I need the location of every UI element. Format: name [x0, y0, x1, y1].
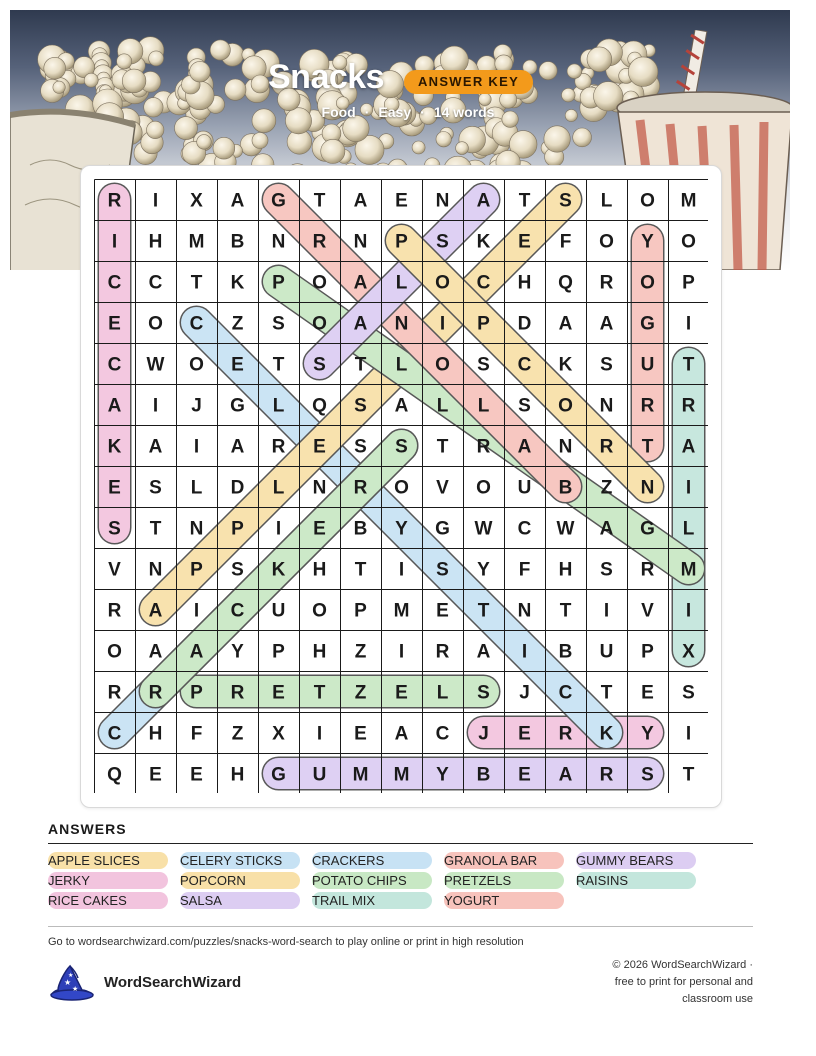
grid-letter: H — [517, 272, 532, 294]
grid-letter: K — [558, 354, 573, 376]
grid-letter: X — [272, 723, 285, 745]
grid-letter: T — [313, 190, 326, 212]
grid-letter: E — [641, 682, 654, 704]
grid-letter: U — [599, 641, 614, 663]
grid-letter: P — [477, 313, 490, 335]
grid-letter: J — [519, 682, 530, 704]
grid-letter: V — [436, 477, 449, 499]
grid-letter: A — [476, 641, 491, 663]
svg-text:★: ★ — [68, 972, 74, 979]
grid-letter: H — [558, 559, 573, 581]
grid-letter: R — [558, 723, 573, 745]
grid-letter: O — [312, 600, 327, 622]
grid-letter: R — [681, 395, 696, 417]
grid-letter: S — [272, 313, 285, 335]
grid-letter: P — [395, 231, 408, 253]
grid-letter: T — [559, 600, 572, 622]
grid-letter: T — [518, 190, 531, 212]
grid-letter: J — [478, 723, 489, 745]
grid-letter: B — [558, 641, 573, 663]
grid-letter: P — [641, 641, 654, 663]
grid-letter: S — [354, 436, 367, 458]
grid-letter: A — [394, 395, 409, 417]
grid-letter: E — [231, 354, 244, 376]
answer-word: RAISINS — [576, 872, 696, 889]
grid-letter: R — [476, 436, 491, 458]
meta-category: Food — [321, 104, 356, 120]
grid-letter: I — [193, 600, 200, 622]
grid-letter: Y — [477, 559, 490, 581]
grid-letter: U — [640, 354, 655, 376]
grid-letter: A — [558, 764, 573, 786]
grid-letter: A — [558, 313, 573, 335]
grid-letter: Z — [354, 641, 367, 663]
grid-letter: O — [189, 354, 204, 376]
title-row — [0, 58, 816, 104]
copyright-line: classroom use — [682, 993, 753, 1005]
grid-letter: N — [148, 559, 163, 581]
popcorn-kernel — [147, 121, 164, 138]
grid-letter: A — [353, 190, 368, 212]
grid-letter: O — [312, 313, 327, 335]
grid-letter: S — [600, 354, 613, 376]
grid-letter: S — [600, 559, 613, 581]
grid-letter: Q — [107, 764, 122, 786]
grid-letter: A — [148, 436, 163, 458]
grid-letter: G — [435, 518, 450, 540]
answer-word: TRAIL MIX — [312, 892, 432, 909]
grid-letter: D — [230, 477, 245, 499]
answer-word: GUMMY BEARS — [576, 852, 696, 869]
grid-letter: L — [436, 682, 449, 704]
grid-letter: S — [149, 477, 162, 499]
grid-letter: R — [435, 641, 450, 663]
grid-letter: L — [682, 518, 695, 540]
grid-letter: J — [191, 395, 202, 417]
grid-letter: A — [517, 436, 532, 458]
answer-word: PRETZELS — [444, 872, 564, 889]
grid-letter: M — [393, 764, 410, 786]
grid-letter: O — [476, 477, 491, 499]
grid-letter: H — [148, 723, 163, 745]
grid-letter: B — [230, 231, 245, 253]
grid-letter: I — [398, 559, 405, 581]
grid-letter: S — [231, 559, 244, 581]
answer-word: APPLE SLICES — [48, 852, 168, 869]
grid-letter: R — [599, 436, 614, 458]
grid-letter: P — [682, 272, 695, 294]
grid-letter: N — [599, 395, 614, 417]
grid-letter: W — [474, 518, 493, 540]
grid-letter: T — [682, 354, 695, 376]
grid-letter: I — [193, 436, 200, 458]
grid-letter: T — [600, 682, 613, 704]
grid-letter: E — [395, 682, 408, 704]
grid-letter: V — [641, 600, 654, 622]
grid-letter: I — [275, 518, 282, 540]
popcorn-kernel — [197, 135, 212, 150]
grid-letter: I — [685, 600, 692, 622]
grid-letter: T — [682, 764, 695, 786]
grid-letter: Y — [641, 231, 654, 253]
grid-letter: E — [190, 764, 203, 786]
grid-letter: K — [107, 436, 122, 458]
grid-letter: K — [271, 559, 286, 581]
grid-letter: L — [395, 354, 408, 376]
grid-letter: O — [435, 354, 450, 376]
grid-letter: Z — [600, 477, 613, 499]
copyright — [563, 957, 753, 1008]
grid-letter: A — [148, 600, 163, 622]
grid-letter: R — [353, 477, 368, 499]
grid-letter: O — [435, 272, 450, 294]
grid-letter: R — [107, 600, 122, 622]
answer-word: YOGURT — [444, 892, 564, 909]
grid-letter: R — [312, 231, 327, 253]
popcorn-kernel — [412, 141, 425, 154]
grid-letter: R — [599, 764, 614, 786]
grid-letter: L — [272, 395, 285, 417]
grid-letter: X — [682, 641, 695, 663]
grid-letter: N — [640, 477, 655, 499]
answer-word: JERKY — [48, 872, 168, 889]
grid-letter: R — [230, 682, 245, 704]
grid-letter: N — [558, 436, 573, 458]
grid-letter: C — [230, 600, 245, 622]
grid-letter: S — [313, 354, 326, 376]
grid-letter: P — [190, 559, 203, 581]
grid-letter: I — [685, 723, 692, 745]
grid-letter: S — [518, 395, 531, 417]
grid-letter: N — [189, 518, 204, 540]
grid-letter: D — [517, 313, 532, 335]
grid-letter: A — [394, 723, 409, 745]
grid-letter: F — [518, 559, 531, 581]
grid-letter: K — [230, 272, 245, 294]
grid-letter: G — [640, 313, 655, 335]
popcorn-kernel — [573, 128, 592, 147]
grid-letter: N — [312, 477, 327, 499]
grid-letter: P — [354, 600, 367, 622]
grid-letter: S — [436, 231, 449, 253]
grid-letter: Q — [312, 395, 327, 417]
grid-letters — [107, 191, 696, 786]
page-title: Snacks — [268, 58, 385, 96]
answer-word: POPCORN — [180, 872, 300, 889]
grid-letter: B — [558, 477, 573, 499]
grid-letter: Y — [641, 723, 654, 745]
popcorn-kernel — [436, 132, 451, 147]
grid-letter: T — [436, 436, 449, 458]
grid-letter: U — [271, 600, 286, 622]
grid-letter: C — [517, 518, 532, 540]
grid-letter: H — [148, 231, 163, 253]
divider — [48, 926, 753, 927]
grid-letter: R — [271, 436, 286, 458]
grid-letter: M — [352, 764, 369, 786]
grid-letter: E — [518, 723, 531, 745]
copyright-line: © 2026 WordSearchWizard · — [612, 959, 753, 971]
popcorn-kernel — [175, 117, 198, 140]
grid-letter: C — [435, 723, 450, 745]
grid-letter: S — [682, 682, 695, 704]
grid-letter: T — [149, 518, 162, 540]
popcorn-kernel — [456, 142, 469, 155]
grid-letter: H — [312, 641, 327, 663]
answer-word: RICE CAKES — [48, 892, 168, 909]
grid-letter: L — [477, 395, 490, 417]
grid-letter: S — [354, 395, 367, 417]
grid-letter: P — [231, 518, 244, 540]
grid-letter: T — [354, 354, 367, 376]
grid-letter: N — [353, 231, 368, 253]
grid-letter: E — [518, 231, 531, 253]
answer-word: SALSA — [180, 892, 300, 909]
grid-letter: V — [108, 559, 121, 581]
grid-letter: A — [230, 190, 245, 212]
grid-letter: F — [559, 231, 572, 253]
grid-letter: O — [640, 190, 655, 212]
play-online-text: Go to wordsearchwizard.com/puzzles/snacks-word-search to play online or print in high resolution — [48, 936, 524, 948]
grid-letter: S — [108, 518, 121, 540]
grid-letter: Q — [558, 272, 573, 294]
grid-letter: L — [190, 477, 203, 499]
grid-letter: E — [313, 436, 326, 458]
grid-letter: N — [394, 313, 409, 335]
grid-letter: M — [680, 190, 697, 212]
grid-letter: C — [476, 272, 491, 294]
grid-letter: Y — [395, 518, 408, 540]
grid-letter: R — [640, 559, 655, 581]
grid-letter: P — [190, 682, 203, 704]
grid-letter: T — [272, 354, 285, 376]
wizard-hat-icon — [48, 964, 94, 1004]
grid-letter: K — [599, 723, 614, 745]
grid-letter: A — [230, 436, 245, 458]
grid-letter: Z — [354, 682, 367, 704]
meta-difficulty: Easy — [378, 104, 412, 120]
grid-letter: T — [641, 436, 654, 458]
grid-letter: O — [558, 395, 573, 417]
grid-letter: A — [107, 395, 122, 417]
grid-letter: S — [395, 436, 408, 458]
grid-letter: I — [521, 641, 528, 663]
answer-key-badge: ANSWER KEY — [404, 70, 533, 94]
copyright-line: free to print for personal and — [614, 976, 753, 988]
grid-letter: M — [680, 559, 697, 581]
grid-letter: T — [477, 600, 490, 622]
grid-letter: A — [148, 641, 163, 663]
grid-letter: C — [148, 272, 163, 294]
grid-letter: O — [640, 272, 655, 294]
svg-text:★: ★ — [72, 985, 79, 993]
popcorn-kernel — [544, 126, 570, 152]
grid-letter: F — [190, 723, 203, 745]
grid-letter: N — [271, 231, 286, 253]
grid-letter: S — [477, 354, 490, 376]
answer-word: CELERY STICKS — [180, 852, 300, 869]
grid-letter: E — [354, 723, 367, 745]
grid-letter: R — [148, 682, 163, 704]
brand-name: WordSearchWizard — [104, 974, 242, 991]
grid-letter: C — [189, 313, 204, 335]
grid-letter: B — [476, 764, 491, 786]
grid-letter: P — [272, 272, 285, 294]
answer-list — [48, 852, 753, 916]
grid-letter: H — [312, 559, 327, 581]
svg-text:★: ★ — [64, 978, 72, 987]
grid-letter: T — [313, 682, 326, 704]
grid-letter: I — [111, 231, 118, 253]
grid-letter: M — [188, 231, 205, 253]
grid-letter: A — [476, 190, 491, 212]
grid-letter: E — [436, 600, 449, 622]
grid-letter: N — [435, 190, 450, 212]
grid-letter: K — [476, 231, 491, 253]
grid-letter: M — [393, 600, 410, 622]
grid-letter: L — [395, 272, 408, 294]
grid-letter: Z — [231, 313, 244, 335]
grid-letter: O — [394, 477, 409, 499]
grid-letter: I — [152, 190, 159, 212]
grid-letter: E — [272, 682, 285, 704]
grid-letter: R — [640, 395, 655, 417]
answers-heading: ANSWERS — [48, 821, 127, 837]
grid-letter: A — [353, 313, 368, 335]
puzzle-grid — [94, 179, 708, 793]
grid-letter: R — [599, 272, 614, 294]
grid-letter: I — [685, 313, 692, 335]
grid-letter: Y — [231, 641, 244, 663]
popcorn-kernel — [213, 137, 235, 159]
grid-letter: S — [436, 559, 449, 581]
grid-letter: G — [640, 518, 655, 540]
grid-letter: T — [190, 272, 203, 294]
answer-word: CRACKERS — [312, 852, 432, 869]
grid-letter: E — [108, 477, 121, 499]
grid-letter: I — [685, 477, 692, 499]
grid-letter: G — [271, 764, 286, 786]
answer-word: GRANOLA BAR — [444, 852, 564, 869]
grid-letter: O — [312, 272, 327, 294]
popcorn-kernel — [321, 139, 345, 163]
grid-letter: T — [354, 559, 367, 581]
grid-letter: R — [107, 190, 122, 212]
popcorn-kernel — [252, 133, 268, 149]
grid-letter: I — [398, 641, 405, 663]
grid-letter: G — [271, 190, 286, 212]
grid-letter: E — [313, 518, 326, 540]
grid-letter: L — [600, 190, 613, 212]
grid-letter: C — [517, 354, 532, 376]
grid-letter: U — [517, 477, 532, 499]
grid-letter: H — [230, 764, 245, 786]
grid-letter: C — [107, 723, 122, 745]
grid-letter: G — [230, 395, 245, 417]
grid-letter: P — [272, 641, 285, 663]
grid-letter: A — [599, 313, 614, 335]
grid-letter: S — [641, 764, 654, 786]
grid-letter: C — [558, 682, 573, 704]
grid-letter: W — [556, 518, 575, 540]
grid-letter: X — [190, 190, 203, 212]
grid-letter: N — [517, 600, 532, 622]
grid-letter: I — [316, 723, 323, 745]
grid-letter: E — [149, 764, 162, 786]
divider — [48, 843, 753, 844]
grid-letter: C — [107, 272, 122, 294]
grid-letter: W — [146, 354, 165, 376]
grid-letter: O — [681, 231, 696, 253]
grid-letter: R — [107, 682, 122, 704]
grid-letter: A — [353, 272, 368, 294]
grid-letter: A — [189, 641, 204, 663]
grid-letter: O — [599, 231, 614, 253]
grid-letter: E — [518, 764, 531, 786]
grid-letter: S — [477, 682, 490, 704]
grid-letter: I — [152, 395, 159, 417]
grid-letter: C — [107, 354, 122, 376]
grid-letter: O — [107, 641, 122, 663]
grid-letter: L — [436, 395, 449, 417]
grid-letter: E — [108, 313, 121, 335]
grid-letter: O — [148, 313, 163, 335]
grid-letter: E — [395, 190, 408, 212]
grid-letter: I — [439, 313, 446, 335]
grid-letter: B — [353, 518, 368, 540]
grid-letter: L — [272, 477, 285, 499]
answer-word: POTATO CHIPS — [312, 872, 432, 889]
grid-letter: A — [599, 518, 614, 540]
grid-letter: U — [312, 764, 327, 786]
grid-letter: A — [681, 436, 696, 458]
grid-letter: I — [603, 600, 610, 622]
grid-letter: Z — [231, 723, 244, 745]
grid-letter: Y — [436, 764, 449, 786]
meta-word-count: 14 words — [433, 104, 495, 120]
puzzle-meta: Food · Easy · 14 words — [321, 104, 495, 120]
grid-letter: S — [559, 190, 572, 212]
